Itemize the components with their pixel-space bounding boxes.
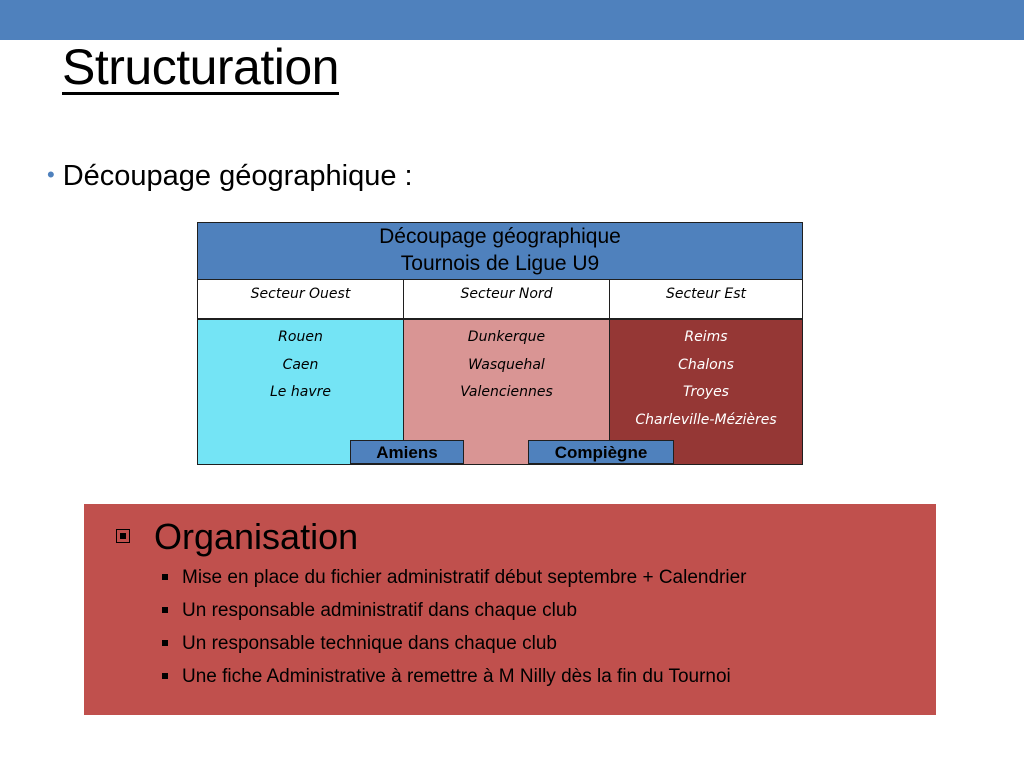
- column-header-est: Secteur Est: [609, 279, 803, 319]
- square-bullet-icon: [162, 607, 168, 613]
- bullet-text: Découpage géographique :: [62, 160, 413, 192]
- square-bullet-icon: [116, 529, 130, 543]
- city-cell: Dunkerque: [467, 329, 546, 345]
- slide-title: Structuration: [62, 39, 339, 95]
- organisation-list: [162, 566, 746, 698]
- city-cell: Wasquehal: [468, 356, 545, 373]
- square-bullet-icon: [162, 640, 168, 646]
- city-cell: Valenciennes: [460, 384, 553, 400]
- table-header: [197, 222, 803, 280]
- city-cell: Reims: [684, 329, 728, 345]
- geographic-table: [197, 222, 803, 465]
- city-cell: Caen: [282, 356, 319, 373]
- bullet-dot-icon: •: [47, 162, 55, 187]
- bullet-item: [47, 160, 413, 193]
- tag-compiegne: Compiègne: [528, 440, 674, 464]
- list-item: [162, 665, 746, 698]
- organisation-box: [84, 504, 936, 715]
- city-cell: Troyes: [683, 384, 729, 400]
- table-header-line1: Découpage géographique: [379, 225, 621, 248]
- list-item-text: Une fiche Administrative à remettre à M Nilly dès la fin du Tournoi: [182, 666, 731, 687]
- list-item-text: Un responsable technique dans chaque club: [182, 633, 557, 654]
- square-bullet-icon: [162, 673, 168, 679]
- city-cell: Chalons: [678, 356, 734, 373]
- column-header-ouest: Secteur Ouest: [197, 279, 404, 319]
- column-header-nord: Secteur Nord: [403, 279, 610, 319]
- top-accent-bar: [0, 0, 1024, 40]
- list-item: [162, 599, 746, 632]
- tag-amiens: Amiens: [350, 440, 464, 464]
- square-bullet-icon: [162, 574, 168, 580]
- city-cell: Charleville-Mézières: [635, 411, 777, 428]
- organisation-title-text: Organisation: [154, 516, 359, 557]
- organisation-title: [112, 516, 358, 558]
- list-item: [162, 632, 746, 665]
- city-cell: Le havre: [270, 384, 331, 400]
- list-item-text: Mise en place du fichier administratif début septembre + Calendrier: [182, 567, 747, 588]
- list-item: [162, 566, 746, 599]
- city-cell: Rouen: [278, 329, 323, 345]
- list-item-text: Un responsable administratif dans chaque club: [182, 600, 578, 621]
- table-header-line2: Tournois de Ligue U9: [400, 252, 600, 275]
